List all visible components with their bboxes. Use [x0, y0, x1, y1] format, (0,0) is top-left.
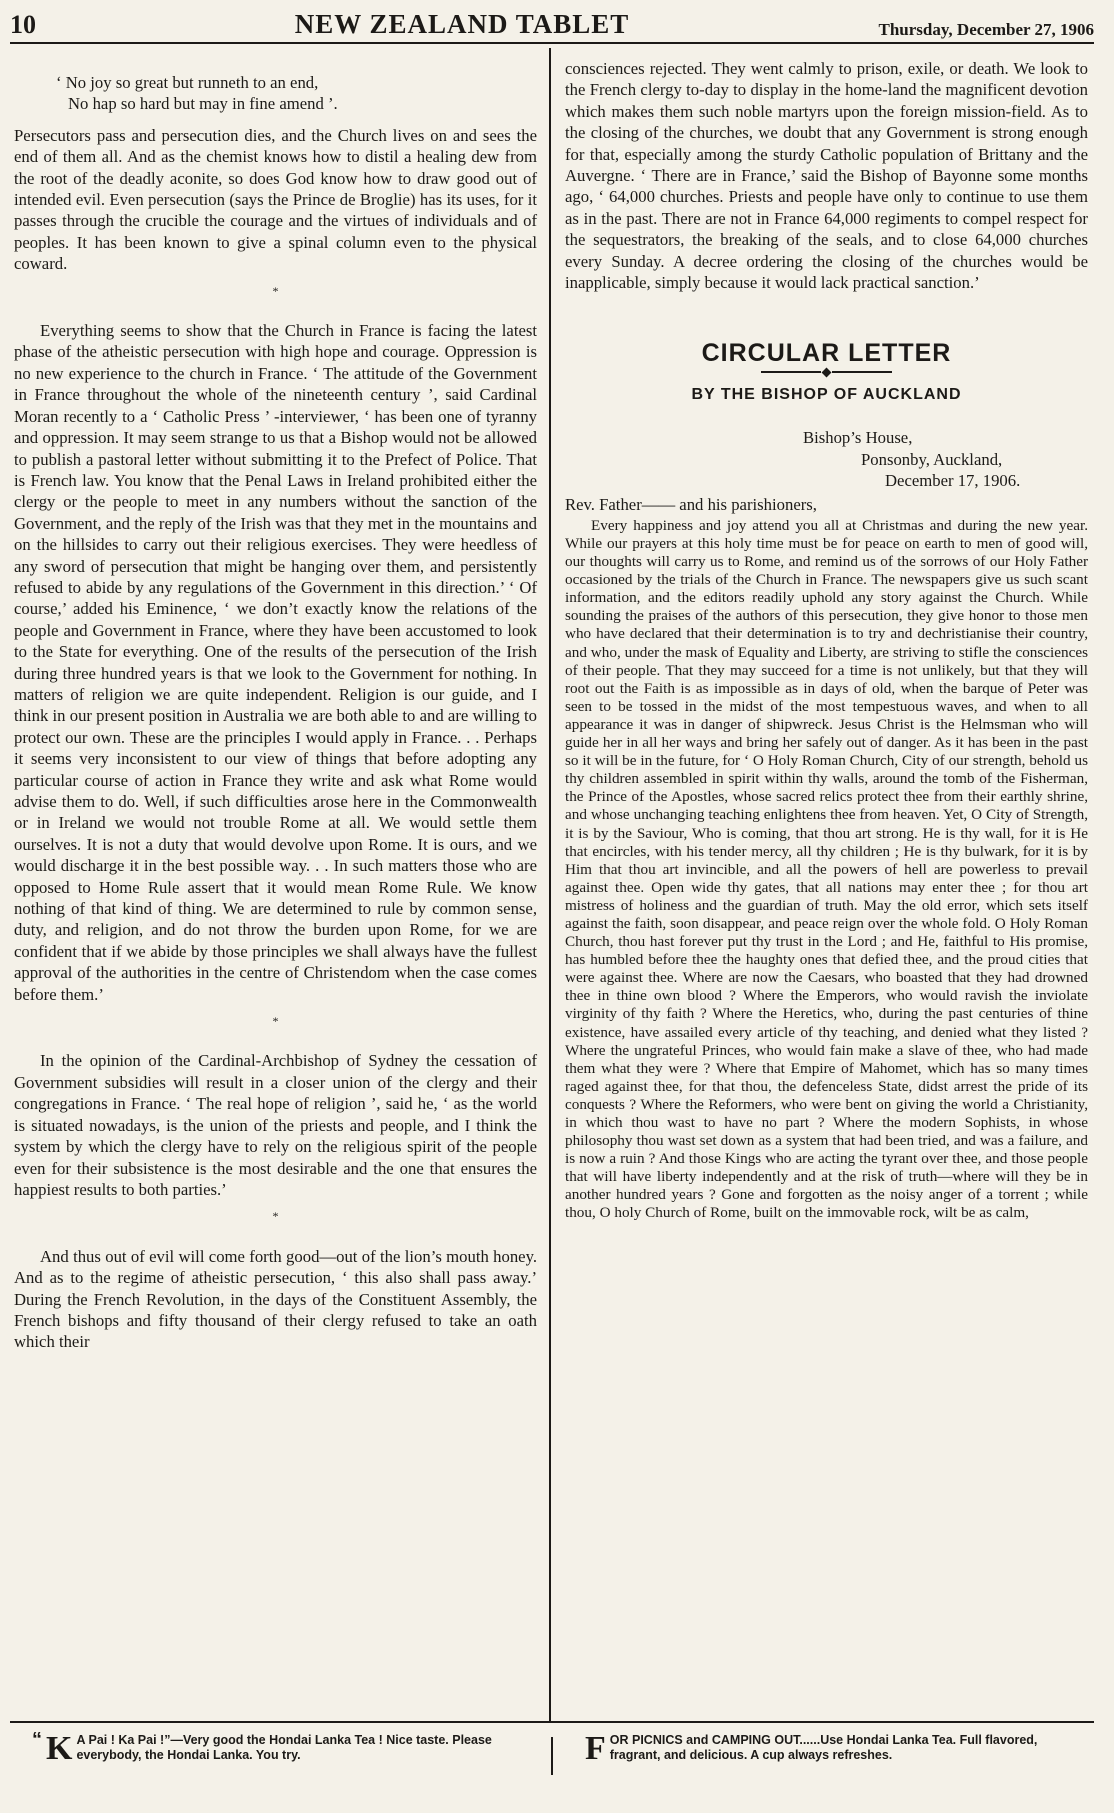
issue-date: Thursday, December 27, 1906 — [878, 20, 1094, 39]
columns — [10, 48, 1094, 1722]
column-divider — [549, 48, 551, 1722]
paper-title: NEW ZEALAND TABLET — [294, 9, 630, 39]
drop-initial: K — [46, 1730, 73, 1767]
address-line: Bishop’s House, — [802, 428, 913, 448]
advert-text: A Pai ! Ka Pai !”—Very good the Hondai Lanka Tea ! Nice taste. Please everybody, the Hondai Lanka. You try. — [76, 1733, 492, 1762]
advert-hondai-lanka-2 — [563, 1723, 1094, 1793]
letter-date: December 17, 1906. — [884, 471, 1021, 491]
letter-address — [803, 427, 1088, 491]
section-separator: * — [272, 1209, 279, 1224]
article-subtitle: BY THE BISHOP OF AUCKLAND — [691, 385, 962, 403]
salutation: Rev. Father—— and his parishioners, — [564, 494, 817, 514]
masthead — [10, 6, 1094, 44]
section-separator: * — [272, 1014, 279, 1029]
diamond-icon — [822, 367, 832, 377]
right-column — [555, 48, 1094, 1722]
quote-line: No hap so hard but may in fine amend ’. — [68, 94, 338, 114]
open-quote: “ — [32, 1729, 42, 1751]
page-number: 10 — [10, 10, 36, 39]
paragraph: Everything seems to show that the Church in France is facing the latest phase of the atheistic persecution with high hope and courage. Oppression is no new experience to the church in France. ‘ The attitude of the Government in France throughout the whole of the nineteenth century ’, said Cardinal Moran recently to a ‘ Catholic Press ’ -interviewer, ‘ has been one of tyranny and oppression. It may seem strange to us that a Bishop would not be allowed to publish a pastoral letter without submitting it to the Prefect of Police. That is French law. You know that the Penal Laws in Ireland prohibited either the clergy or the people to meet in any numbers without the sanction of the Government, and the reply of the Irish was that they met in the mountains and on the hillsides to carry out their religious exercises. They were heedless of any sword of persecution that might be hanging over them, and persistently refused to abide by any regulations of the Government in this direction.’ ‘ Of course,’ added his Eminence, ‘ we don’t exactly know the relations of the people and Government in France, where they have been accustomed to look to the State for everything. One of the results of the persecution of the Irish during three hundred years is that we look to the Government for nothing. In matters of religion we are quite independent. Religion is our guide, and I think in our present position in Australia we are both able to and are willing to protect our own. These are the principles I would apply in France. . . Perhaps it seems very inconsistent to our view of things that before adopting any particular course of action in France they write and ask what Rome would advise them to do. Well, if such difficulties arose here in the Commonwealth or in Ireland we would not trouble Rome at all. We would settle them ourselves. It is not a duty that would devolve upon Rome. It is ours, and we would discharge it in the best possible way. . . In such matters those who are opposed to Home Rule assert that it would mean Rome Rule. We know nothing of that kind of thing. We are determined to rule by common sense, duty, and religion, and do not throw the burden upon Rome, for we are confident that if we abide by those principles we shall always have the fullest approval of the authorities in the centre of Christendom when the case comes before them.’ — [14, 321, 538, 1004]
left-column — [10, 48, 545, 1722]
advert-text: OR PICNICS and CAMPING OUT......Use Hondai Lanka Tea. Full flavored, fragrant, and delicious. A cup always refreshes. — [609, 1733, 1038, 1762]
paragraph: In the opinion of the Cardinal-Archbishop of Sydney the cessation of Government subsidies will result in a closer union of the clergy and their congregations in France. ‘ The real hope of religion ’, said he, ‘ as the world is situated nowadays, is the union of the priests and people, and I think the system by which the clergy have to rely on the religious spirit of the people even for their subsistence is the most desirable and the one that ensures the happiest results to both parties.’ — [14, 1051, 538, 1199]
opening-quote — [14, 72, 537, 115]
letter-body: Every happiness and joy attend you all at Christmas and during the new year. While our prayers at this holy time must be for peace on earth to men of good will, our thoughts will carry us to Rome, and remind us of the sorrows of our Holy Father occasioned by the trials of the Church in France. The newspapers give us such scant information, and the editors readily uphold any story against the Church. While sounding the praises of the authors of this persecution, they give honor to those men who have declared that their determination is to try and dechristianise their country, and who, under the mask of Equality and Liberty, are striving to stifle the consciences of their people. That they may succeed for a time is not unlikely, but that they will root out the Faith is as impossible as in days of old, when the barque of Peter was seen to be tossed in the midst of the most tempestuous waves, and when to all appearance it was in danger of shipwreck. Jesus Christ is the Helmsman who will guide her in all her ways and bring her safely out of danger. As it has been in the past so it will be in the future, for ‘ O Holy Roman Church, City of our strength, behold us thy children assembled in spirit within thy walls, around the tomb of the Fisherman, the Prince of the Apostles, whose sacred relics protect thee from their earthly shrine, and whose unchanging teaching enlightens thee from heaven. Yet, O City of Strength, it is by the Saviour, Who is coming, that thou art strong. He is thy wall, for it is He that encircles, with his tender mercy, all thy children ; He is thy bulwark, for it is by Him that thou art invincible, and all the powers of hell are powerless to prevail against thee. Open wide thy gates, that all nations may enter thee ; for thou art mistress of holiness and the guardian of truth. May the old error, which sets itself against the faith, soon disappear, and peace reign over the whole fold. O Holy Roman Church, thou hast forever put thy trust in the Lord ; and He, faithful to His promise, has humbled before thee the haughty ones that defied thee, and the proud cities that were against thee. Where are now the Caesars, who boasted that they had drowned thee in thine own blood ? Where the Emperors, who would ravish the inviolate virginity of thy faith ? Where the Heretics, who, during the past centuries of thine existence, have assailed every article of thy teaching, and denied what they listed ? Where the ungrateful Princes, who would fain make a slave of thee, who had made them what they were ? Where that Empire of Mahomet, which has so many times raged against thee, for that thou, the defenceless State, didst arrest the pride of its conquests ? Where the Reformers, who were bent on giving the world a Christianity, in which thou wast to have no part ? Where the modern Sophists, in whose philosophy thou wast set down as a system that had been tried, and was a failure, and is now a ruin ? And those Kings who are acting the tyrant over thee, and those people that will have liberty independently and at the risk of truth—where will they be in another hundred years ? Gone and forgotten as the noisy anger of a torrent ; while thou, O holy Church of Rome, built on the immovable rock, wilt be as calm, — [564, 516, 1088, 1222]
advert-divider — [551, 1737, 553, 1775]
quote-line: ‘ No joy so great but runneth to an end, — [56, 73, 319, 92]
advert-strip — [10, 1721, 1094, 1793]
address-line: Ponsonby, Auckland, — [860, 449, 1003, 469]
advert-hondai-lanka-1 — [10, 1723, 541, 1793]
section-separator: * — [272, 283, 279, 298]
paragraph: consciences rejected. They went calmly to prison, exile, or death. We look to the French clergy to-day to display in the home-land the magnificent devotion which makes them such noble martyrs upon the foreign mission-field. As to the closing of the churches, we doubt that any Government is strong enough for that, especially among the sturdy Catholic population of Brittany and the Auvergne. ‘ There are in France,’ said the Bishop of Bayonne some months ago, ‘ 64,000 churches. Priests and people have only to continue to use them as in the past. There are not in France 64,000 regiments to compel respect for the sequestrators, the breaking of the seals, and to close 64,000 churches every Sunday. A decree ordering the closing of the churches would be inapplicable, simply because it would lack practical sanction.’ — [564, 59, 1088, 293]
drop-initial: F — [584, 1730, 606, 1767]
paragraph: Persecutors pass and persecution dies, and the Church lives on and sees the end of them all. And as the chemist knows how to distil a healing dew from the root of the deadly aconite, so does God know how to draw good out of intended evil. Even persecution (says the Prince de Broglie) has its uses, for it passes through the crucible the courage and the virtues of individuals and of peoples. It has been known to give a spinal column even to the physical coward. — [14, 125, 538, 274]
title-ornament — [565, 369, 1088, 376]
paragraph: And thus out of evil will come forth good—out of the lion’s mouth honey. And as to the regime of atheistic persecution, ‘ this also shall pass away.’ During the French Revolution, in the days of the Constituent Assembly, the French bishops and fifty thousand of their clergy refused to take an oath which their — [14, 1246, 538, 1352]
article-title: CIRCULAR LETTER — [701, 339, 952, 368]
